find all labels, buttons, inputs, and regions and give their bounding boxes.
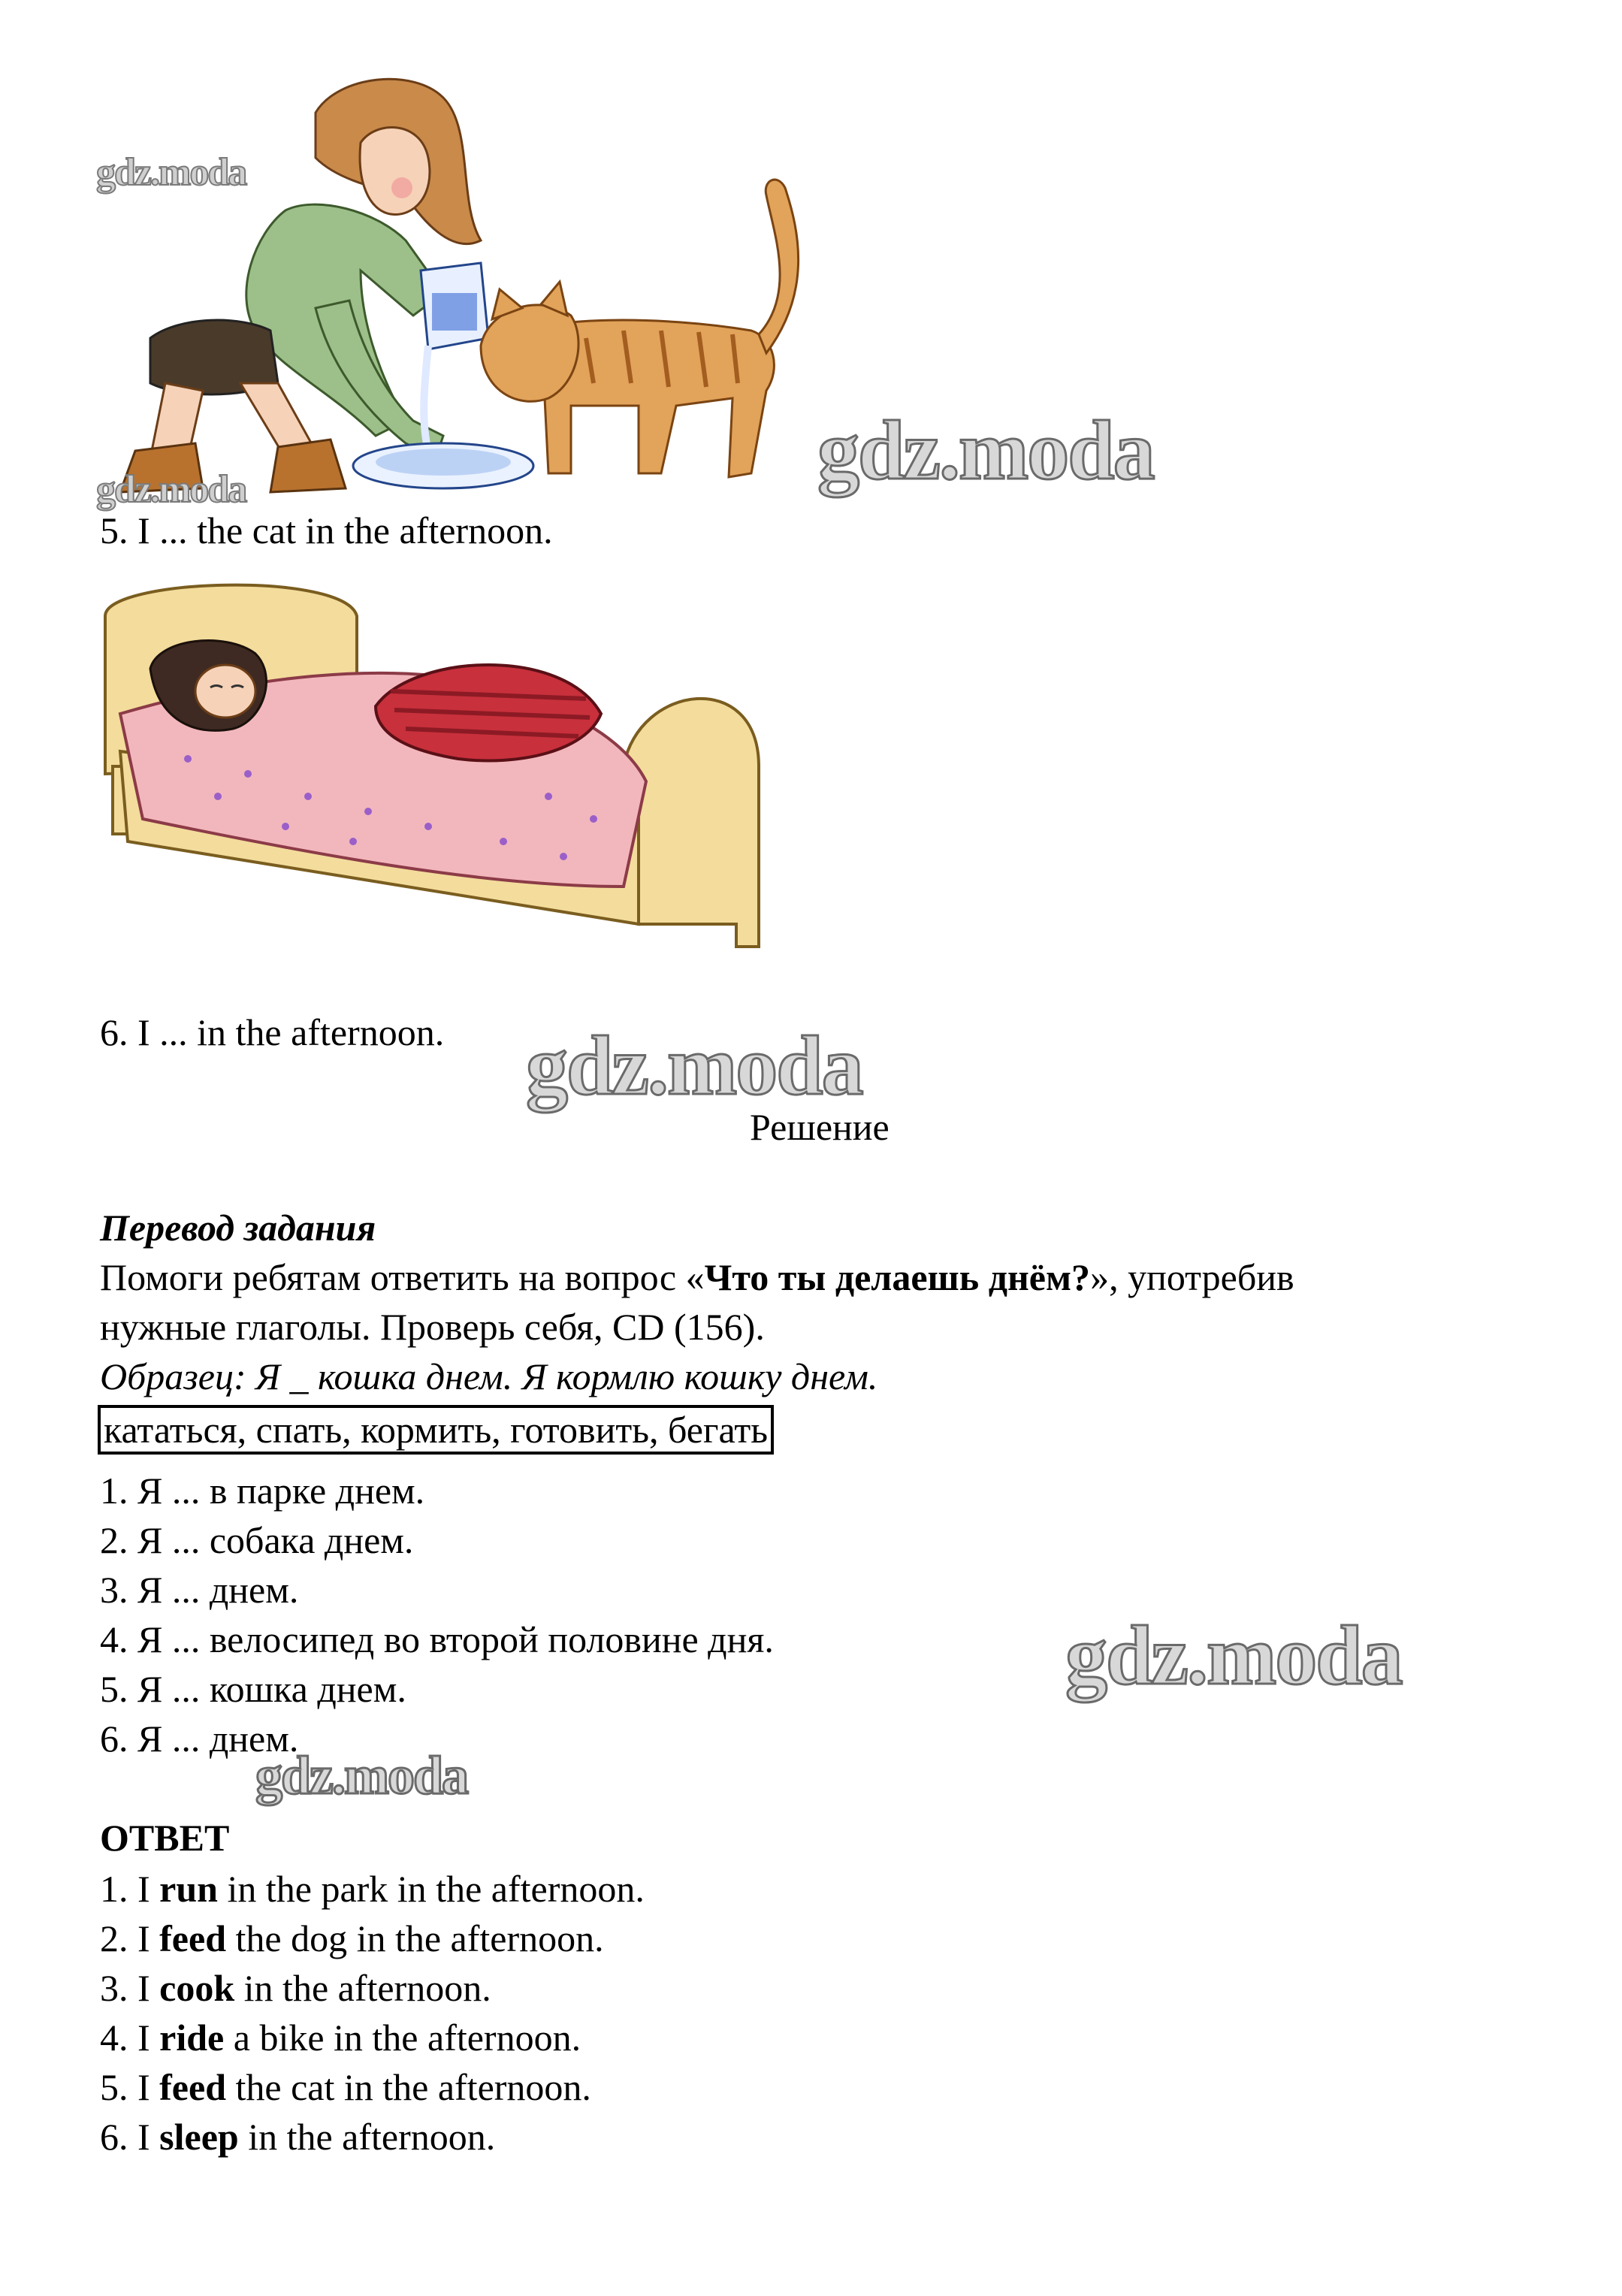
instruction-after: », употребив [1090, 1256, 1294, 1298]
answer-item-1 [100, 1866, 645, 1911]
illustration-girl-feeding-cat [90, 68, 811, 503]
answer-prefix: 4. I [100, 2017, 160, 2059]
translation-item-6: 6. Я ... днем. [100, 1717, 299, 1760]
answer-verb: cook [159, 1967, 235, 2009]
translation-item-3: 3. Я ... днем. [100, 1569, 299, 1611]
answer-heading: ОТВЕТ [100, 1817, 230, 1859]
answer-prefix: 6. I [100, 2116, 160, 2158]
translation-item-5: 5. Я ... кошка днем. [100, 1668, 406, 1710]
translation-example: Образец: Я _ кошка днем. Я кормлю кошку днем. [100, 1355, 878, 1397]
watermark-medium: gdz.moda [255, 1745, 468, 1805]
answer-prefix: 1. I [100, 1868, 160, 1910]
answer-rest: in the park in the afternoon. [217, 1868, 645, 1910]
answer-rest: in the afternoon. [234, 1967, 491, 2009]
translation-item-2: 2. Я ... собака днем. [100, 1519, 414, 1561]
answer-rest: the cat in the afternoon. [226, 2066, 591, 2108]
answer-prefix: 2. I [100, 1917, 160, 1959]
exercise-item-text: I ... the cat in the afternoon. [137, 509, 553, 551]
translation-heading [100, 1205, 376, 1250]
instruction-before: Помоги ребятам ответить на вопрос « [100, 1256, 705, 1298]
translation-item-1: 1. Я ... в парке днем. [100, 1470, 425, 1512]
solution-heading: Решение [750, 1106, 890, 1148]
watermark-large-3: gdz.moda [1065, 1609, 1402, 1702]
translation-heading-text: Перевод задания [100, 1207, 376, 1249]
translation-item-4: 4. Я ... велосипед во второй половине дня. [100, 1618, 774, 1660]
answer-item-5 [100, 2065, 591, 2110]
watermark-small-top: gdz.moda [96, 151, 246, 194]
answer-rest: in the afternoon. [238, 2116, 496, 2158]
instruction-question: Что ты делаешь днём? [704, 1256, 1091, 1298]
illustration-girl-sleeping [98, 571, 774, 962]
translation-instruction-line2: нужные глаголы. Проверь себя, CD (156). [100, 1306, 765, 1348]
watermark-small-bottom: gdz.moda [96, 468, 246, 511]
watermark-large-1: gdz.moda [817, 404, 1154, 497]
exercise-item-6 [100, 1010, 444, 1055]
exercise-item-text: I ... in the afternoon. [137, 1011, 445, 1053]
answer-item-4 [100, 2015, 581, 2060]
translation-instruction-line1 [100, 1255, 1294, 1300]
answer-item-6 [100, 2114, 495, 2159]
answer-verb: sleep [159, 2116, 239, 2158]
answer-item-2 [100, 1916, 604, 1961]
answer-rest: a bike in the afternoon. [224, 2017, 581, 2059]
answer-verb: run [159, 1868, 218, 1910]
answer-rest: the dog in the afternoon. [226, 1917, 604, 1959]
answer-item-3 [100, 1965, 491, 2011]
exercise-item-number: 6. [100, 1011, 128, 1053]
exercise-item-number: 5. [100, 509, 128, 551]
exercise-item-5 [100, 508, 553, 553]
answer-prefix: 5. I [100, 2066, 160, 2108]
word-box: кататься, спать, кормить, готовить, бегать [98, 1405, 774, 1455]
answer-prefix: 3. I [100, 1967, 160, 2009]
answer-verb: feed [159, 2066, 226, 2108]
answer-verb: feed [159, 1917, 226, 1959]
watermark-large-2: gdz.moda [526, 1020, 862, 1113]
answer-verb: ride [159, 2017, 225, 2059]
